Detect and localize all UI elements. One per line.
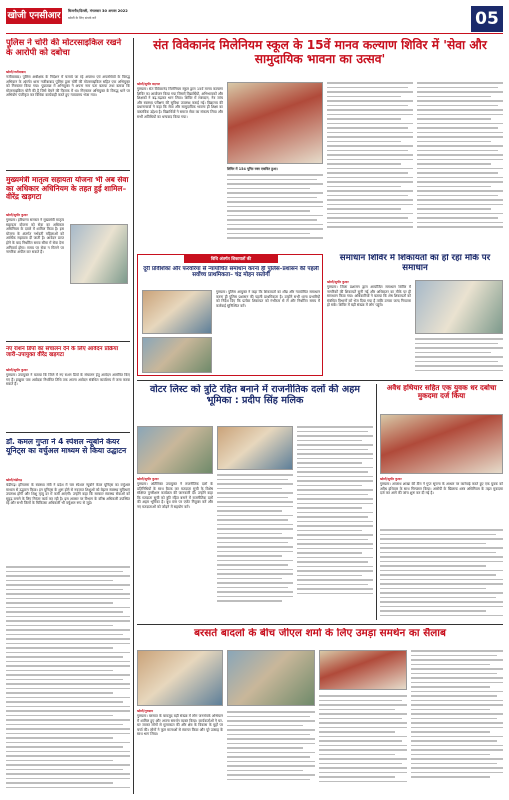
text-lines	[415, 338, 503, 374]
story-rozgar-headline: नए राशन डिपो का संचालन देने के लिए आवेदन प्रक्रिया जारी–उपायुक्त वीरेंद्र खड़गटा	[6, 346, 119, 359]
story-gupta-byline: खोजी/चंडीगढ़	[6, 478, 22, 482]
officer-photo	[70, 224, 128, 284]
story-barsaat	[137, 628, 503, 794]
voter-col-3	[297, 426, 373, 620]
story-samadhan-body: गुरुग्राम। जिला प्रशासन द्वारा आयोजित समाधान शिविर में नागरिकों की शिकायतें सुनी गईं और अधिकतर का मौके पर ही समाधान किया गया। अधिकारियों ने बताया कि शेष शिकायतों को संबंधित विभागों को भेज दिया गया है ताकि उनका जल्द निपटारा हो सके। शिविर में बड़ी संख्या में लोग पहुंचे।	[327, 285, 411, 308]
story-rozgar-body: गुरुग्राम। उपायुक्त ने बताया कि जिले में नए राशन डिपो के संचालन हेतु आवेदन आमंत्रित किए गए हैं। इच्छुक पात्र आवेदक निर्धारित तिथि तक अपना आवेदन संबंधित कार्यालय में जमा करवा सकते हैं।	[6, 373, 130, 387]
story-millennium	[137, 38, 503, 250]
rally-photo	[137, 650, 223, 706]
voter-speaker-photo	[217, 426, 293, 470]
story-barsaat-byline: खोजी/गुरुग्राम	[137, 709, 154, 713]
page-number: 05	[475, 9, 499, 29]
story-gupta-body: चंडीगढ़। हरियाणा के स्वास्थ्य मंत्री ने प्रदेश में चार स्पेशल न्यूबोर्न केयर यूनिट्स का वर्चुअल माध्यम से उद्घाटन किया। इन यूनिट्स के शुरू होने से नवजात शिशुओं को बेहतर स्वास्थ्य सुविधाएं उपलब्ध होंगी और शिशु मृत्यु दर में कमी आएगी। उन्होंने कहा कि सरकार स्वास्थ्य सेवाओं को सुदृढ़ बनाने के लिए निरंतर कार्य कर रही है। इस अवसर पर विभाग के वरिष्ठ अधिकारी उपस्थित रहे और सभी जिलों के चिकित्सा अधिकारी भी वर्चुअल रूप से जुड़े।	[6, 483, 130, 506]
voter-meeting-photo	[137, 426, 213, 474]
story-millennium-body: गुरुग्राम। संत विवेकानंद मिलेनियम स्कूल द्वारा 15वें मानव कल्याण शिविर का आयोजन किया गया जिसमें विद्यार्थियों, अभिभावकों और शिक्षकों ने बढ़-चढ़कर भाग लिया। शिविर में रक्तदान, नेत्र जांच और स्वास्थ्य परीक्षण की सुविधा उपलब्ध कराई गई। विद्यालय की प्रधानाचार्या ने कहा कि सेवा और सामुदायिक भावना ही शिक्षा का वास्तविक उद्देश्य है। विद्यार्थियों ने समाज सेवा का संकल्प लिया और सभी अतिथियों का धन्यवाद किया गया।	[137, 87, 223, 119]
story-samadhan-headline: समाधान शिविर में शिकायतों का हो रहा मौके पर समाधान	[339, 254, 491, 273]
story-samadhan-byline: खोजी/सुधीर कुमार	[327, 280, 349, 284]
crowd-photo	[227, 650, 315, 706]
millennium-col-3	[327, 82, 413, 250]
column-divider	[376, 384, 377, 620]
millennium-col-2	[227, 82, 323, 250]
text-lines	[380, 529, 503, 616]
voter-col-2	[217, 426, 293, 620]
story-voter	[137, 384, 373, 620]
story-millennium-byline: खोजी/सुधीर सहगल	[137, 82, 160, 86]
story-avaidh-body: गुरुग्राम। अपराध शाखा की टीम ने गुप्त सूचना के आधार पर कार्रवाई करते हुए एक युवक को अवैध हथियार के साथ गिरफ्तार किया। आरोपी के खिलाफ शस्त्र अधिनियम के तहत मुकदमा दर्ज कर आगे की जांच शुरू कर दी गई है।	[380, 482, 503, 496]
story-millennium-headline: संत विवेकानंद मिलेनियम स्कूल के 15वें मानव कल्याण शिविर में 'सेवा और सामुदायिक भावना का उत्सव'	[153, 38, 487, 67]
divider	[6, 170, 130, 171]
story-gupta-headline: डॉ. कमल गुप्ता ने 4 स्पेशल न्यूबोर्न केयर यूनिट्स का वर्चुअल माध्यम से किया उद्घाटन	[6, 438, 127, 455]
masthead-date-line: बिजनौर/दिल्ली, मंगलवार 30 अगस्त 2022	[68, 9, 128, 13]
page-number-box	[471, 6, 503, 32]
story-samadhan	[327, 254, 503, 376]
story-vidhik	[137, 254, 323, 376]
masthead	[6, 6, 503, 34]
story-yojana-body: गुरुग्राम। हरियाणा सरकार ने मुख्यमंत्री मातृत्व सहायता योजना को सेवा का अधिकार अधिनियम के दायरे में शामिल किया है। इस योजना के अंतर्गत गर्भवती महिलाओं को आर्थिक सहायता दी जाती है। आवेदन प्राप्त होने के बाद निर्धारित समय सीमा में सेवा देना अनिवार्य होगा। समय पर सेवा न मिलने पर नागरिक अपील कर सकते हैं।	[6, 218, 64, 255]
divider	[6, 341, 130, 342]
masthead-name-box	[6, 8, 62, 24]
story-police-body: नजीबाबाद। पुलिस अधीक्षक के निर्देशन में चलाये जा रहे अपराध एवं अपराधियों के विरुद्ध अभियान के अंतर्गत थाना नजीबाबाद पुलिस द्वारा चोरी की मोटरसाइकिल सहित एक अभियुक्त को गिरफ्तार किया गया। पूछताछ में अभियुक्त ने अपना नाम पता बताया तथा बताया कि मोटरसाइकिल चोरी की है जिसे बेचने की फिराक में था। गिरफ्तार अभियुक्त के विरुद्ध थाने पर अभियोग पंजीकृत कर विधिक कार्यवाही करते हुए न्यायालय भेजा गया।	[6, 75, 130, 98]
photo-caption: शिविर में 154 यूनिट रक्त एकत्रित हुआ।	[227, 167, 278, 171]
story-voter-byline: खोजी/सुधीर कुमार	[137, 477, 159, 481]
story-rozgar	[6, 346, 130, 428]
accused-photo	[380, 414, 503, 474]
divider	[137, 380, 503, 381]
story-yojana	[6, 176, 130, 336]
story-voter-body: गुरुग्राम। अतिरिक्त उपायुक्त ने राजनीतिक दलों के प्रतिनिधियों के साथ बैठक कर मतदाता सूची के विशेष संक्षिप्त पुनरीक्षण कार्यक्रम की जानकारी दी। उन्होंने कहा कि मतदाता सूची को त्रुटि रहित बनाने में राजनीतिक दलों की अहम भूमिका है। बूथ स्तर पर एजेंट नियुक्त करें और नए मतदाताओं को जोड़ने में सहयोग करें।	[137, 482, 213, 509]
story-police-byline: खोजी/नजीबाबाद	[6, 70, 26, 74]
vidhik-photo	[142, 290, 212, 334]
samadhan-photo	[415, 280, 503, 334]
story-barsaat-body: गुरुग्राम। बरसात के बावजूद बड़ी संख्या में लोग जनसंपर्क अभियान में शामिल हुए और अपना समर्थन व्यक्त किया। कार्यकर्ताओं ने घर-घर जाकर लोगों से मुलाकात की और क्षेत्र के विकास के मुद्दों पर चर्चा की। लोगों ने फूल मालाओं से स्वागत किया और पूरे उत्साह के साथ भाग लिया।	[137, 714, 223, 737]
barsaat-col-2	[227, 650, 315, 794]
story-vidhik-body: गुरुग्राम। पुलिस आयुक्त ने कहा कि शिकायतों का शीघ्र और न्यायोचित समाधान करना ही पुलिस प्रशासन की पहली प्राथमिकता है। उन्होंने सभी थाना प्रभारियों को निर्देश दिए कि प्रत्येक शिकायत को गंभीरता से लें और निर्धारित समय में कार्रवाई सुनिश्चित करें।	[216, 290, 320, 308]
story-avaidh	[380, 384, 503, 620]
story-vidhik-headline: दूरी प्रविशिका और फरवरियां से न्यायोचित समाधान करना ही पुलिस–प्रशासन की पहली सर्वोच्च प्राथमिकता– चंद्र मोहन रस्तोगी	[143, 266, 319, 279]
millennium-col-4	[417, 82, 503, 250]
story-yojana-byline: खोजी/सुधीर कुमार	[6, 213, 28, 217]
samadhan-text	[327, 280, 411, 376]
story-rozgar-byline: खोजी/सुधीर कुमार	[6, 368, 28, 372]
supporters-photo	[319, 650, 407, 690]
blood-camp-photo	[227, 82, 323, 164]
divider	[137, 624, 503, 625]
barsaat-col-1	[137, 650, 223, 794]
story-police-headline: पुलिस ने चोरी की मोटरसाइकिल रखने के आरोपी को दबोचा	[6, 38, 122, 57]
story-yojana-headline: मुख्यमंत्री मातृत्व सहायता योजना भी अब सेवा का अधिकार अधिनियम के तहत हुई शामिल–वीरेंद्र खड़गटा	[6, 176, 129, 202]
story-avaidh-byline: खोजी/सुधीर कुमार	[380, 477, 402, 481]
millennium-col-1	[137, 82, 223, 250]
story-voter-headline: वोटर लिस्ट को त्रुटि रहित बनाने में राजनीतिक दलों की अहम भूमिका : प्रदीप सिंह मलिक	[149, 384, 361, 407]
text-lines	[6, 566, 130, 788]
vidhik-kicker-box	[184, 254, 278, 263]
story-gupta	[6, 438, 130, 794]
masthead-sub-line: खोजी के लिए संपर्क करें	[68, 16, 97, 20]
divider	[6, 432, 130, 433]
barsaat-col-3	[319, 650, 407, 794]
column-divider	[133, 38, 134, 794]
vidhik-kicker: विधि अंतर्गत शिकायतों की	[210, 256, 252, 261]
story-police	[6, 38, 130, 166]
voter-col-1	[137, 426, 213, 620]
text-lines	[227, 174, 323, 239]
vidhik-photo-2	[142, 337, 212, 373]
story-barsaat-headline: बरसते बादलों के बीच जीएल शर्मा के लिए उमड़ा समर्थन का सैलाब	[194, 628, 446, 639]
masthead-name: खोजी एनसीआर	[7, 11, 61, 21]
story-avaidh-headline: अवैध हथियार सहित एक युवक धर दबोचा मुकदमा दर्ज किया	[386, 384, 497, 401]
barsaat-col-4	[411, 650, 503, 794]
